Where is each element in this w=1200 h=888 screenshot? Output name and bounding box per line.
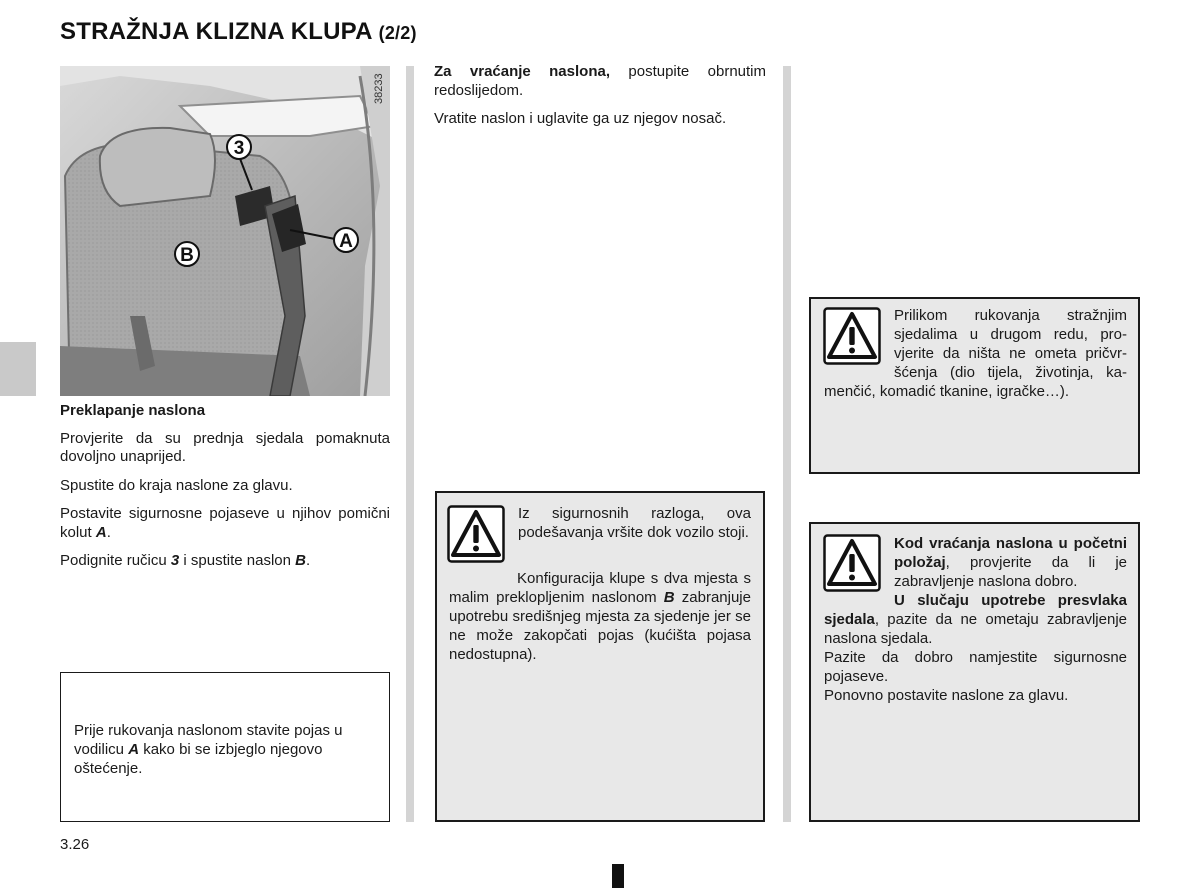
callout-a — [334, 228, 358, 252]
note-box — [60, 672, 390, 822]
page-number: 3.26 — [60, 836, 90, 853]
paragraph: Podignite ručicu 3 i spustite naslon B. — [60, 552, 311, 569]
middle-column — [434, 63, 766, 139]
note-text: Prije rukovanja naslonom stavite pojas u vodilicu A kako bi se izbjeglo njegovo oštećenje. — [74, 722, 343, 777]
svg-text:3: 3 — [233, 138, 245, 159]
paragraph: Spustite do kraja naslone za glavu. — [60, 476, 293, 494]
warning-box-3 — [809, 522, 1140, 822]
warning-text: Iz sigurnosnih razloga, ova podešavanja vršite dok vozilo stoji. — [518, 505, 751, 541]
warning-text: Prilikom rukovanja stražnjim sjedalima u drugom redu, provjerite da ništa ne ometa pričvršćenja (dio tijela, životinja, kamenčić, komadić tkanine, igračke…). — [824, 307, 1127, 400]
left-column — [60, 402, 390, 581]
rear-seat-drawing — [60, 66, 390, 396]
svg-text:A: A — [339, 231, 353, 252]
page-title — [60, 18, 417, 46]
warning-text: Konfiguracija klupe s dva mjesta s malim preklopljenim naslonom B zabranjuje upotrebu središnjeg mjesta za sjedenje jer se ne može zakopčati pojas (kućišta pojasa nedostupna). — [449, 570, 751, 663]
warning-box-2 — [809, 297, 1140, 474]
paragraph: Provjerite da su prednja sjedala pomaknuta dovoljno unaprijed. — [60, 429, 390, 465]
title-part: (2/2) — [378, 23, 417, 43]
page-edge-marker — [612, 864, 624, 888]
section-heading: Preklapanje naslona — [60, 402, 206, 419]
svg-text:B: B — [180, 245, 194, 266]
warning-text: Kod vraćanja naslona u početni položaj, provjerite da li je zabravljenje naslona dobro. U slučaju upotrebe presvlaka sjedala, pazite da ne ometaju zabravljenje naslona sjedala. Pazite da dobro namjestite sigurnosne pojaseve. Ponovno postavite naslone za glavu. — [824, 535, 1127, 704]
ref-number: 38233 — [373, 73, 385, 104]
paragraph: Za vraćanje naslona, postupite obrnutim redoslijedom. — [434, 63, 766, 99]
column-divider — [783, 66, 791, 822]
paragraph: Postavite sigurnosne pojaseve u njihov pomični kolut A. — [60, 505, 390, 541]
column-divider — [406, 66, 414, 822]
callout-b — [175, 242, 199, 266]
seat-illustration — [60, 66, 390, 396]
callout-3 — [227, 135, 251, 159]
section-tab — [0, 342, 36, 396]
paragraph: Vratite naslon i uglavite ga uz njegov nosač. — [434, 110, 727, 127]
warning-box-1 — [435, 491, 765, 822]
warning-triangle-icon — [447, 505, 505, 563]
title-text: STRAŽNJA KLIZNA KLUPA — [60, 18, 372, 45]
